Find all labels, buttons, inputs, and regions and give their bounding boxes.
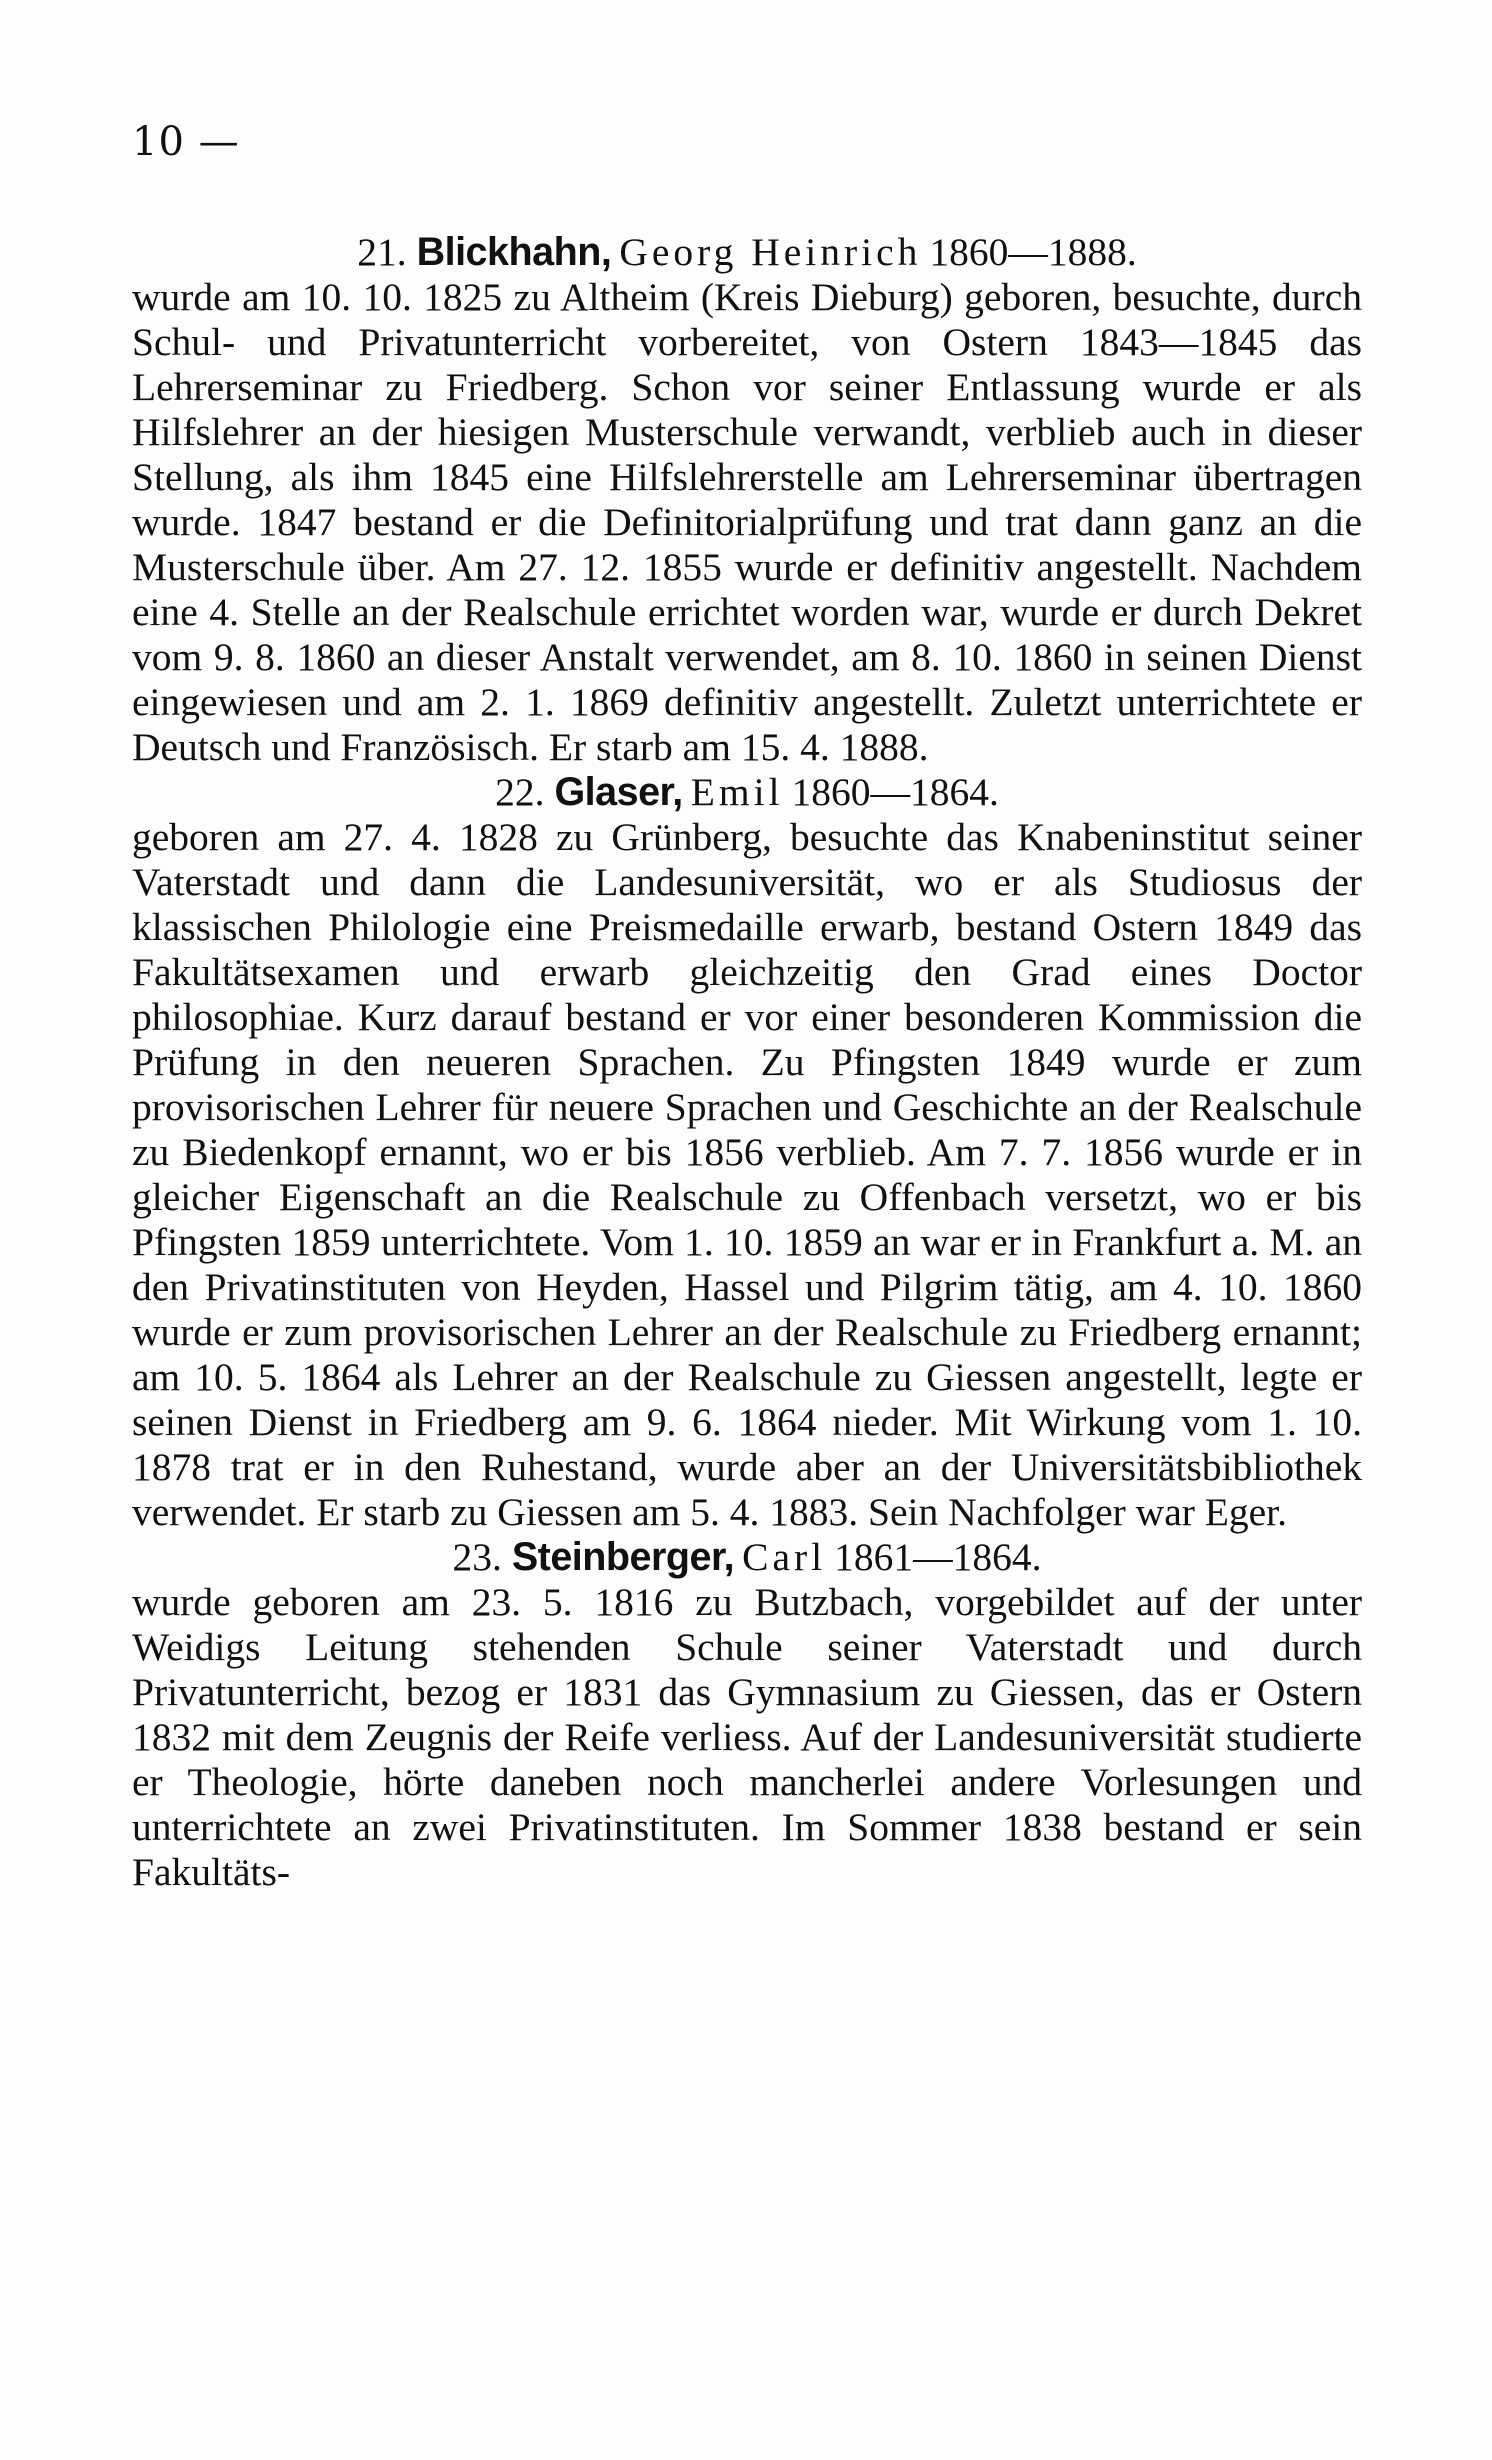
body-text bbox=[132, 230, 1362, 1895]
entry-given-names: Carl bbox=[742, 1535, 827, 1579]
entry-heading bbox=[132, 230, 1362, 275]
entry-number: 21. bbox=[357, 230, 407, 274]
entry-paragraph: wurde am 10. 10. 1825 zu Altheim (Kreis Dieburg) geboren, besuchte, durch Schul- und Privatunterricht vorbereitet, von Ostern 1843—1845 das Lehrerseminar zu Friedberg. Schon vor seiner Entlassung wurde er als Hilfslehrer an der hiesigen Musterschule verwandt, verblieb auch in dieser Stellung, als ihm 1845 eine Hilfslehrerstelle am Lehrerseminar übertragen wurde. 1847 bestand er die Definitorialprüfung und trat dann ganz an die Musterschule über. Am 27. 12. 1855 wurde er definitiv angestellt. Nachdem eine 4. Stelle an der Realschule errichtet worden war, wurde er durch Dekret vom 9. 8. 1860 an dieser Anstalt verwendet, am 8. 10. 1860 in seinen Dienst eingewiesen und am 2. 1. 1869 definitiv angestellt. Zuletzt unterrichtete er Deutsch und Französisch. Er starb am 15. 4. 1888. bbox=[132, 275, 1362, 769]
entry-given-names: Emil bbox=[690, 770, 784, 814]
entry-surname: Steinberger, bbox=[511, 1535, 735, 1579]
entry-number: 23. bbox=[452, 1535, 502, 1579]
entry-surname: Blickhahn, bbox=[416, 230, 612, 274]
page-number-header: 10 — bbox=[132, 119, 240, 165]
entry-paragraph: geboren am 27. 4. 1828 zu Grünberg, besuchte das Knabeninstitut seiner Vaterstadt und dann die Landesuniversität, wo er als Studiosus der klassischen Philologie eine Preismedaille erwarb, bestand Ostern 1849 das Fakultätsexamen und erwarb gleichzeitig den Grad eines Doctor philosophiae. Kurz darauf bestand er vor einer besonderen Kommission die Prüfung in den neueren Sprachen. Zu Pfingsten 1849 wurde er zum provisorischen Lehrer für neuere Sprachen und Geschichte an der Realschule zu Biedenkopf ernannt, wo er bis 1856 verblieb. Am 7. 7. 1856 wurde er in gleicher Eigenschaft an die Realschule zu Offenbach versetzt, wo er bis Pfingsten 1859 unterrichtete. Vom 1. 10. 1859 an war er in Frankfurt a. M. an den Privatinstituten von Heyden, Hassel und Pilgrim tätig, am 4. 10. 1860 wurde er zum provisorischen Lehrer an der Realschule zu Friedberg ernannt; am 10. 5. 1864 als Lehrer an der Realschule zu Giessen angestellt, legte er seinen Dienst in Friedberg am 9. 6. 1864 nieder. Mit Wirkung vom 1. 10. 1878 trat er in den Ruhestand, wurde aber an der Universitätsbibliothek verwendet. Er starb zu Giessen am 5. 4. 1883. Sein Nachfolger war Eger. bbox=[132, 815, 1362, 1534]
entry-heading bbox=[132, 770, 1362, 815]
entry-years: 1860—1864. bbox=[791, 770, 999, 814]
entry-years: 1860—1888. bbox=[929, 230, 1137, 274]
entry-years: 1861—1864. bbox=[834, 1535, 1042, 1579]
entry-surname: Glaser, bbox=[554, 770, 683, 814]
entry-number: 22. bbox=[495, 770, 545, 814]
entry-given-names: Georg Heinrich bbox=[619, 230, 922, 274]
entry-heading bbox=[132, 1535, 1362, 1580]
entry-paragraph: wurde geboren am 23. 5. 1816 zu Butzbach, vorgebildet auf der unter Weidigs Leitung stehenden Schule seiner Vaterstadt und durch Privatunterricht, bezog er 1831 das Gymnasium zu Giessen, das er Ostern 1832 mit dem Zeugnis der Reife verliess. Auf der Landesuniversität studierte er Theologie, hörte daneben noch mancherlei andere Vorlesungen und unterrichtete an zwei Privatinstituten. Im Sommer 1838 bestand er sein Fakultäts- bbox=[132, 1580, 1362, 1894]
